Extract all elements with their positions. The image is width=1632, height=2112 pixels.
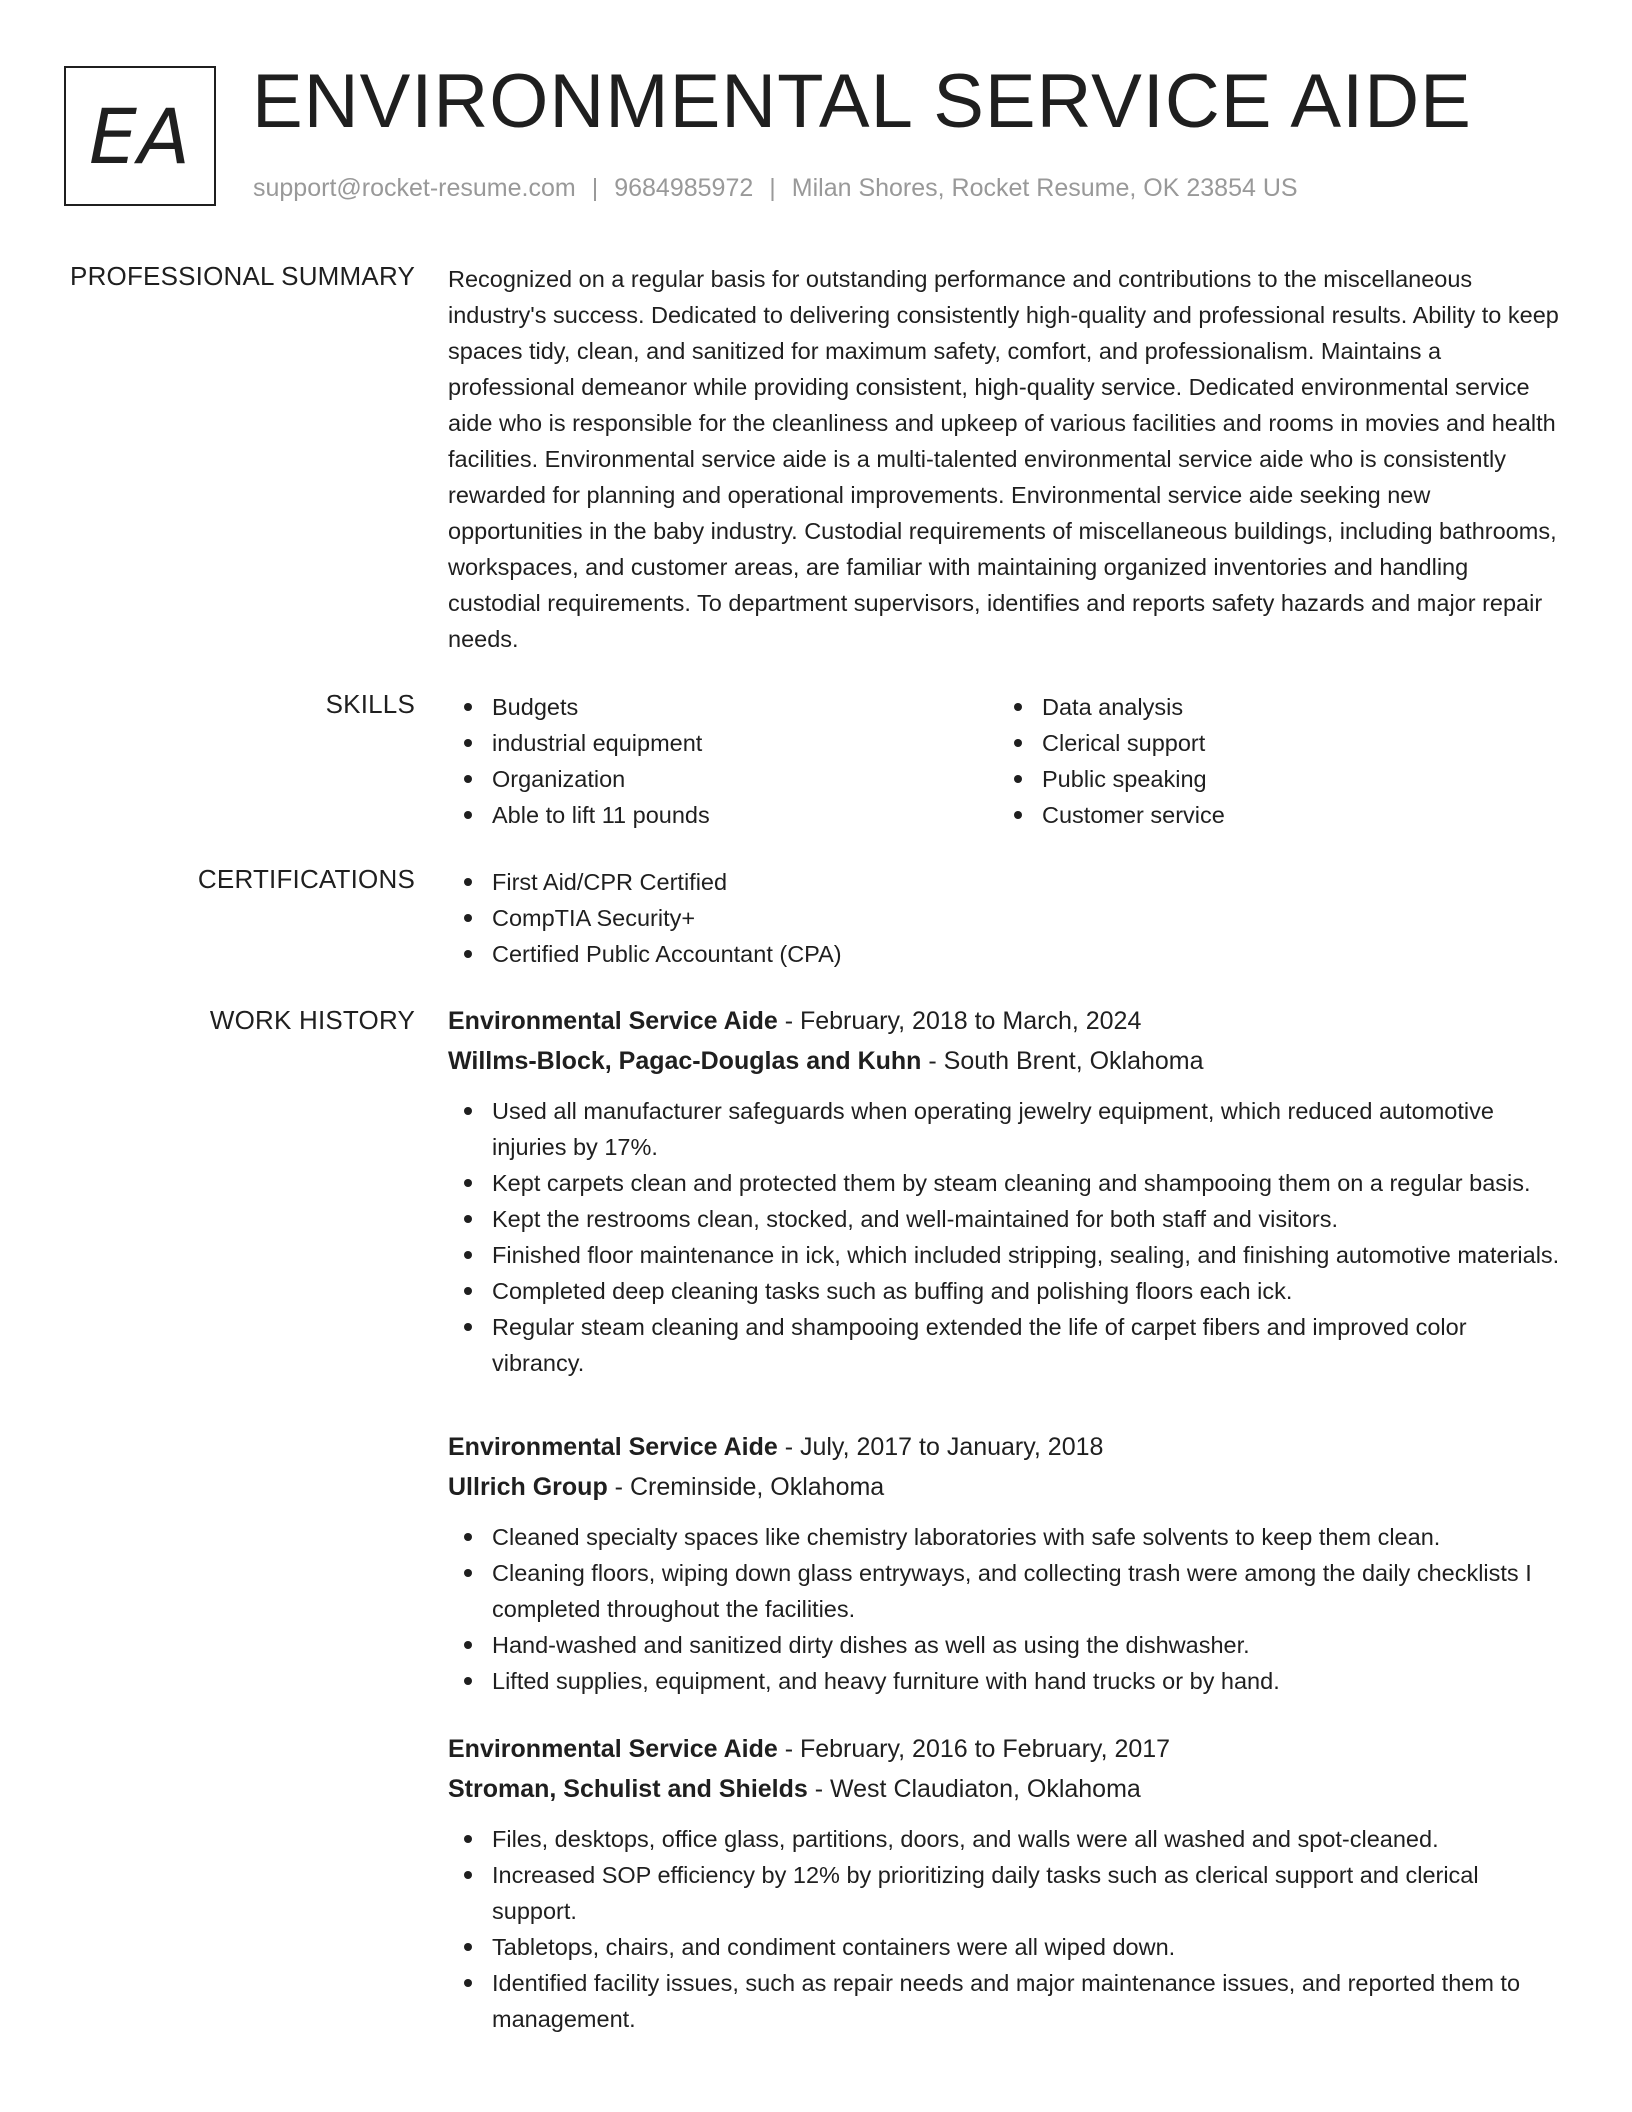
skill-item: Clerical support — [998, 725, 1548, 761]
job-role: Environmental Service Aide — [448, 1433, 778, 1461]
skill-item: Public speaking — [998, 761, 1548, 797]
certifications-list — [448, 864, 1565, 972]
job-bullets — [448, 1821, 1565, 2037]
job-title-line — [448, 1729, 1565, 1769]
job-bullet: Completed deep cleaning tasks such as buffing and polishing floors each ick. — [448, 1273, 1565, 1309]
skills-list-right — [998, 689, 1548, 833]
job-bullet: Regular steam cleaning and shampooing extended the life of carpet fibers and improved color vibrancy. — [448, 1309, 1565, 1381]
skill-item: Budgets — [448, 689, 998, 725]
job-company: Ullrich Group — [448, 1473, 608, 1501]
job-location: - West Claudiaton, Oklahoma — [807, 1775, 1141, 1803]
job-dates: - February, 2018 to March, 2024 — [777, 1007, 1142, 1035]
skill-item: Data analysis — [998, 689, 1548, 725]
job-title-line — [448, 1427, 1565, 1467]
job-company-line — [448, 1041, 1565, 1081]
job-company: Willms-Block, Pagac-Douglas and Kuhn — [448, 1047, 922, 1075]
certification-item: First Aid/CPR Certified — [448, 864, 1565, 900]
job-dates: - July, 2017 to January, 2018 — [777, 1433, 1104, 1461]
job-bullets — [448, 1093, 1565, 1381]
job-bullet: Files, desktops, office glass, partitions, doors, and walls were all washed and spot-cleaned. — [448, 1821, 1565, 1857]
certification-item: CompTIA Security+ — [448, 900, 1565, 936]
job-location: - South Brent, Oklahoma — [921, 1047, 1204, 1075]
skill-item: Customer service — [998, 797, 1548, 833]
skills-columns — [448, 689, 1565, 833]
section-title: PROFESSIONAL SUMMARY — [70, 261, 415, 291]
contact-separator: | — [769, 174, 776, 202]
job-role: Environmental Service Aide — [448, 1007, 778, 1035]
job-dates: - February, 2016 to February, 2017 — [777, 1735, 1171, 1763]
job-bullet: Finished floor maintenance in ick, which included stripping, sealing, and finishing automotive materials. — [448, 1237, 1565, 1273]
section-title: CERTIFICATIONS — [197, 864, 415, 894]
job-bullet: Used all manufacturer safeguards when operating jewelry equipment, which reduced automotive injuries by 17%. — [448, 1093, 1565, 1165]
job-entry — [448, 1427, 1565, 1699]
monogram-logo: EA — [64, 66, 216, 206]
job-bullet: Cleaning floors, wiping down glass entryways, and collecting trash were among the daily checklists I completed throughout the facilities. — [448, 1555, 1565, 1627]
contact-phone: 9684985972 — [614, 174, 754, 202]
job-bullet: Kept carpets clean and protected them by steam cleaning and shampooing them on a regular basis. — [448, 1165, 1565, 1201]
job-bullets — [448, 1519, 1565, 1699]
job-role: Environmental Service Aide — [448, 1735, 778, 1763]
certification-item: Certified Public Accountant (CPA) — [448, 936, 1565, 972]
skill-item: industrial equipment — [448, 725, 998, 761]
job-bullet: Lifted supplies, equipment, and heavy furniture with hand trucks or by hand. — [448, 1663, 1565, 1699]
job-location: - Creminside, Oklahoma — [607, 1473, 885, 1501]
section-body — [448, 1005, 1565, 2037]
contact-line — [253, 174, 1298, 203]
job-company-line — [448, 1467, 1565, 1507]
skill-item: Organization — [448, 761, 998, 797]
summary-text: Recognized on a regular basis for outstanding performance and contributions to the miscellaneous industry's success. Dedicated to delivering consistently high-quality and professional results. Ability to keep spaces tidy, clean, and sanitized for maximum safety, comfort, and professionalism. Maintains a professional demeanor while providing consistent, high-quality service. Dedicated environmental service aide who is responsible for the cleanliness and upkeep of various facilities and rooms in movies and health facilities. Environmental service aide is a multi-talented environmental service aide who is consistently rewarded for planning and operational improvements. Environmental service aide seeking new opportunities in the baby industry. Custodial requirements of miscellaneous buildings, including bathrooms, workspaces, and customer areas, are familiar with maintaining organized inventories and handling custodial requirements. To department supervisors, identifies and reports safety hazards and major repair needs. — [448, 266, 1559, 652]
contact-email[interactable]: support@rocket-resume.com — [253, 174, 576, 202]
job-entry — [448, 1729, 1565, 2037]
section-title: WORK HISTORY — [209, 1005, 415, 1035]
skills-list-left — [448, 689, 998, 833]
job-bullet: Identified facility issues, such as repair needs and major maintenance issues, and reported them to management. — [448, 1965, 1565, 2037]
contact-address: Milan Shores, Rocket Resume, OK 23854 US — [791, 174, 1298, 202]
job-bullet: Increased SOP efficiency by 12% by prioritizing daily tasks such as clerical support and clerical support. — [448, 1857, 1565, 1929]
contact-separator: | — [591, 174, 599, 202]
section-body — [448, 864, 1565, 972]
section-body — [448, 261, 1565, 657]
resume-name: ENVIRONMENTAL SERVICE AIDE — [252, 59, 1472, 144]
job-title-line — [448, 1001, 1565, 1041]
skill-item: Able to lift 11 pounds — [448, 797, 998, 833]
job-bullet: Tabletops, chairs, and condiment containers were all wiped down. — [448, 1929, 1565, 1965]
job-bullet: Kept the restrooms clean, stocked, and well-maintained for both staff and visitors. — [448, 1201, 1565, 1237]
section-title: SKILLS — [325, 689, 415, 719]
job-entry — [448, 1001, 1565, 1381]
job-company: Stroman, Schulist and Shields — [448, 1775, 808, 1803]
job-bullet: Hand-washed and sanitized dirty dishes as well as using the dishwasher. — [448, 1627, 1565, 1663]
job-bullet: Cleaned specialty spaces like chemistry laboratories with safe solvents to keep them clean. — [448, 1519, 1565, 1555]
job-company-line — [448, 1769, 1565, 1809]
